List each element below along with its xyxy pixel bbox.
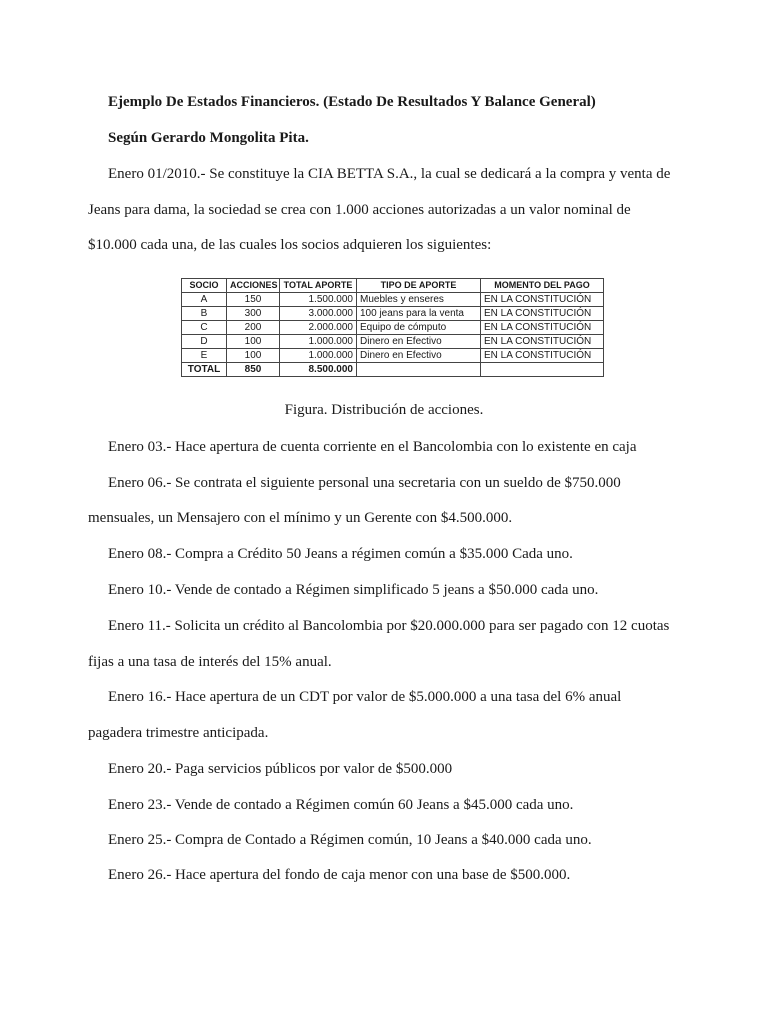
table-cell: A bbox=[182, 293, 227, 307]
table-cell: TOTAL bbox=[182, 363, 227, 377]
column-header-total-aporte: TOTAL APORTE bbox=[280, 279, 357, 293]
shares-distribution-table bbox=[181, 278, 604, 377]
table-cell: EN LA CONSTITUCIÓN bbox=[481, 293, 604, 307]
table-cell: EN LA CONSTITUCIÓN bbox=[481, 321, 604, 335]
column-header-socio: SOCIO bbox=[182, 279, 227, 293]
table-cell: C bbox=[182, 321, 227, 335]
paragraph-line: Enero 06.- Se contrata el siguiente personal una secretaria con un sueldo de $750.000 bbox=[108, 475, 621, 491]
table-row bbox=[182, 321, 604, 335]
figure-caption: Figura. Distribución de acciones. bbox=[284, 402, 484, 418]
table-cell: B bbox=[182, 307, 227, 321]
table-cell: 100 bbox=[227, 349, 280, 363]
table-total-row bbox=[182, 363, 604, 377]
paragraph-line: Enero 23.- Vende de contado a Régimen común 60 Jeans a $45.000 cada uno. bbox=[108, 797, 574, 813]
paragraph-line: pagadera trimestre anticipada. bbox=[88, 725, 269, 741]
table-cell: 100 jeans para la venta bbox=[357, 307, 481, 321]
paragraph-line: mensuales, un Mensajero con el mínimo y un Gerente con $4.500.000. bbox=[88, 510, 513, 526]
table-row bbox=[182, 293, 604, 307]
column-header-momento-pago: MOMENTO DEL PAGO bbox=[481, 279, 604, 293]
table-cell: E bbox=[182, 349, 227, 363]
paragraph-line: Enero 01/2010.- Se constituye la CIA BETTA S.A., la cual se dedicará a la compra y venta de bbox=[108, 166, 671, 182]
table-cell: 300 bbox=[227, 307, 280, 321]
table-row bbox=[182, 349, 604, 363]
table-cell: EN LA CONSTITUCIÓN bbox=[481, 335, 604, 349]
table-cell: 150 bbox=[227, 293, 280, 307]
table-cell: EN LA CONSTITUCIÓN bbox=[481, 307, 604, 321]
paragraph-line: Enero 03.- Hace apertura de cuenta corriente en el Bancolombia con lo existente en caja bbox=[108, 439, 637, 455]
paragraph-line: Enero 11.- Solicita un crédito al Bancolombia por $20.000.000 para ser pagado con 12 cuotas bbox=[108, 618, 670, 634]
paragraph-line: Enero 16.- Hace apertura de un CDT por valor de $5.000.000 a una tasa del 6% anual bbox=[108, 689, 622, 705]
paragraph-line: fijas a una tasa de interés del 15% anual. bbox=[88, 654, 332, 670]
table-header-row bbox=[182, 279, 604, 293]
table-cell: 850 bbox=[227, 363, 280, 377]
paragraph-line: Enero 20.- Paga servicios públicos por valor de $500.000 bbox=[108, 761, 453, 777]
table-cell: 100 bbox=[227, 335, 280, 349]
table-cell: EN LA CONSTITUCIÓN bbox=[481, 349, 604, 363]
table-cell: 1.000.000 bbox=[280, 335, 357, 349]
table-cell: 8.500.000 bbox=[280, 363, 357, 377]
table-cell: Dinero en Efectivo bbox=[357, 349, 481, 363]
table-cell: 2.000.000 bbox=[280, 321, 357, 335]
table-cell: Dinero en Efectivo bbox=[357, 335, 481, 349]
table-cell: 1.500.000 bbox=[280, 293, 357, 307]
document-author: Según Gerardo Mongolita Pita. bbox=[108, 130, 309, 146]
paragraph-line: $10.000 cada una, de las cuales los socios adquieren los siguientes: bbox=[88, 237, 492, 253]
table-cell: 1.000.000 bbox=[280, 349, 357, 363]
table-cell bbox=[357, 363, 481, 377]
table-cell: Muebles y enseres bbox=[357, 293, 481, 307]
document-title: Ejemplo De Estados Financieros. (Estado De Resultados Y Balance General) bbox=[108, 94, 596, 110]
paragraph-line: Enero 25.- Compra de Contado a Régimen común, 10 Jeans a $40.000 cada uno. bbox=[108, 832, 592, 848]
table-cell: 200 bbox=[227, 321, 280, 335]
table-cell: D bbox=[182, 335, 227, 349]
column-header-tipo-aporte: TIPO DE APORTE bbox=[357, 279, 481, 293]
table-cell: 3.000.000 bbox=[280, 307, 357, 321]
table-row bbox=[182, 335, 604, 349]
paragraph-line: Enero 26.- Hace apertura del fondo de caja menor con una base de $500.000. bbox=[108, 867, 571, 883]
table-cell: Equipo de cómputo bbox=[357, 321, 481, 335]
paragraph-line: Enero 10.- Vende de contado a Régimen simplificado 5 jeans a $50.000 cada uno. bbox=[108, 582, 599, 598]
table-cell bbox=[481, 363, 604, 377]
column-header-acciones: ACCIONES bbox=[227, 279, 280, 293]
paragraph-line: Enero 08.- Compra a Crédito 50 Jeans a régimen común a $35.000 Cada uno. bbox=[108, 546, 573, 562]
table-row bbox=[182, 307, 604, 321]
paragraph-line: Jeans para dama, la sociedad se crea con 1.000 acciones autorizadas a un valor nominal de bbox=[88, 202, 631, 218]
